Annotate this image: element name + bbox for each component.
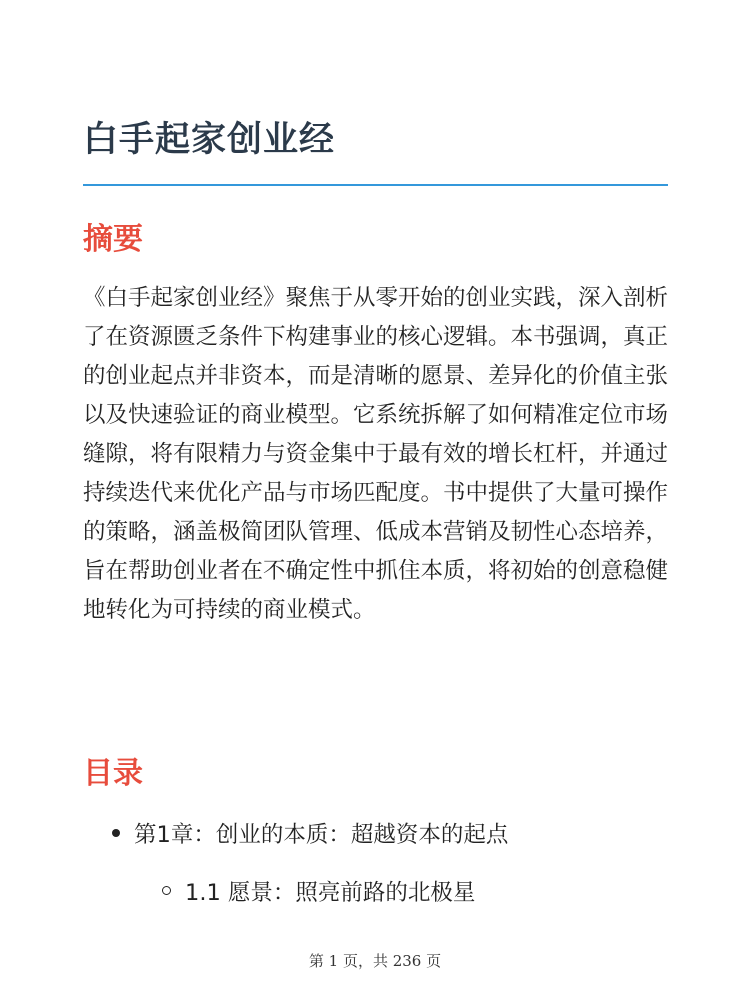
toc-item-section-1-1[interactable] xyxy=(162,876,475,910)
abstract-heading: 摘要 xyxy=(83,222,143,257)
filled-bullet-icon xyxy=(112,829,120,837)
page-number-footer: 第 1 页，共 236 页 xyxy=(308,952,442,970)
toc-item-chapter-1[interactable] xyxy=(112,818,508,852)
document-title: 白手起家创业经 xyxy=(83,120,336,160)
hollow-bullet-icon xyxy=(162,886,171,895)
title-divider xyxy=(83,184,668,186)
toc-item-label: 第1章：创业的本质：超越资本的起点 xyxy=(134,822,509,848)
toc-heading: 目录 xyxy=(83,756,143,791)
abstract-body: 《白手起家创业经》聚焦于从零开始的创业实践，深入剖析了在资源匮乏条件下构建事业的核心逻辑。本书强调，真正的创业起点并非资本，而是清晰的愿景、差异化的价值主张以及快速验证的商业模型。它系统拆解了如何精准定位市场缝隙，将有限精力与资金集中于最有效的增长杠杆，并通过持续迭代来优化产品与市场匹配度。书中提供了大量可操作的策略，涵盖极简团队管理、低成本营销及韧性心态培养，旨在帮助创业者在不确定性中抓住本质，将初始的创意稳健地转化为可持续的商业模式。 xyxy=(83,285,669,623)
toc-item-label: 1.1 愿景：照亮前路的北极星 xyxy=(185,880,476,906)
